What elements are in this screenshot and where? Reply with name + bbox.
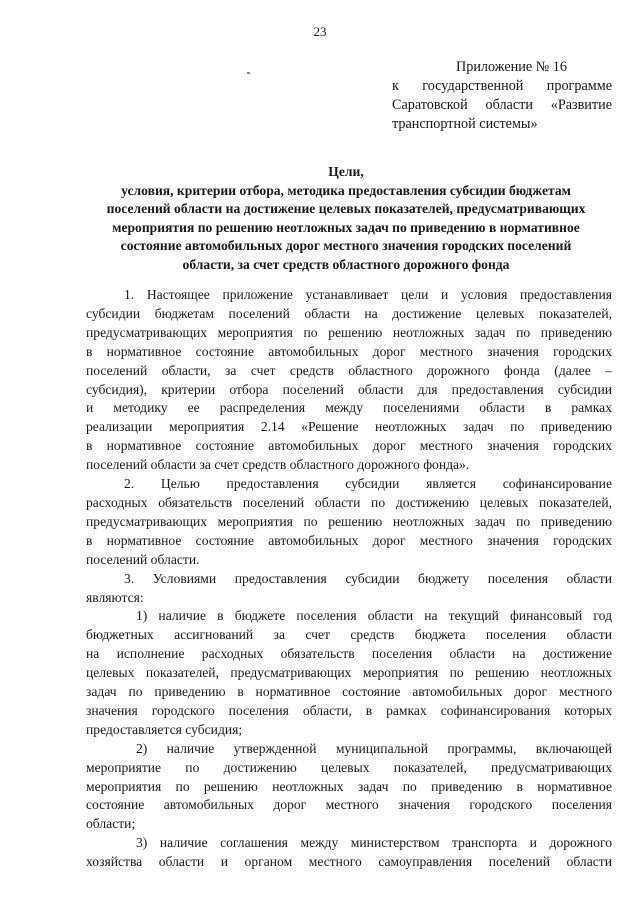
page-number: 23 [313, 24, 327, 39]
paragraph-line: в нормативное состояние автомобильных дорог местного значения городских [86, 532, 612, 548]
paragraph-line: области; [86, 816, 136, 832]
heading-line: состояние автомобильных дорог местного значения городских поселений [120, 238, 572, 253]
paragraph-line: 3) наличие соглашения между министерством транспорта и дорожного [136, 835, 612, 851]
paragraph-line: предоставляется субсидия; [86, 721, 243, 737]
paragraph-line: поселений области, за счет средств областного дорожного фонда (далее – [86, 362, 612, 378]
paragraph-line: 2) наличие утвержденной муниципальной программы, включающей [136, 740, 612, 756]
paragraph [86, 834, 612, 872]
paragraph-line: предусматривающих мероприятия по решению неотложных задач по приведению [86, 324, 612, 340]
paragraph-line: реализации мероприятия 2.14 «Решение неотложных задач по приведению [86, 419, 612, 435]
paragraph-line: в нормативное состояние автомобильных дорог местного значения городских [86, 438, 612, 454]
paragraph-line: целевых показателей, предусматривающих мероприятия по решению неотложных [86, 665, 612, 681]
appendix-title: Приложение № 16 [456, 59, 567, 75]
scan-speck [247, 72, 250, 74]
paragraph-line: задач по приведению в нормативное состояние автомобильных дорог местного [86, 684, 612, 700]
heading-line: области, за счет средств областного дорожного фонда [182, 256, 510, 272]
appendix-text [392, 77, 612, 134]
paragraph-line: мероприятия по решению неотложных задач по приведению в нормативное [86, 778, 612, 794]
appendix-block [392, 58, 612, 134]
paragraph-line: бюджетных ассигнований за счет средств бюджета поселения области [86, 627, 612, 643]
paragraph-line: 1. Настоящее приложение устанавливает цели и условия предоставления [124, 287, 612, 302]
paragraph-line: предусматривающих мероприятия по решению неотложных задач по приведению [86, 513, 612, 529]
paragraph-line: субсидия), критерии отбора поселений области для предоставления субсидии [86, 381, 612, 397]
paragraph-line: значения городского поселения области, в рамках софинансирования которых [86, 702, 612, 718]
heading-title: Цели, [328, 164, 364, 179]
appendix-line: Саратовской области «Развитие [392, 97, 612, 113]
paragraph-line: субсидии бюджетам поселений области на достижение целевых показателей, [86, 305, 612, 321]
document-heading [80, 163, 612, 274]
paragraph-line: поселений области за счет средств областного дорожного фонда». [86, 457, 470, 473]
paragraph-line: и методику ее распределения между поселениями области в рамках [86, 400, 612, 416]
heading-line: мероприятия по решению неотложных задач по приведению в нормативное [112, 219, 580, 235]
paragraph-line: 1) наличие в бюджете поселения области на текущий финансовый год [136, 608, 612, 624]
appendix-line: транспортной системы» [392, 116, 538, 132]
heading-line: поселений области на достижение целевых показателей, предусматривающих [106, 201, 586, 216]
paragraph-line: 3. Условиями предоставления субсидии бюджету поселения области [124, 570, 612, 586]
paragraph-line: хозяйства области и органом местного самоуправления поселений области [86, 854, 612, 870]
appendix-line: к государственной программе [392, 78, 612, 94]
paragraph-line: 2. Целью предоставления субсидии является софинансирование [124, 476, 612, 492]
paragraph-line: поселений области. [86, 551, 200, 567]
heading-line: условия, критерии отбора, методика предоставления субсидии бюджетам [121, 182, 571, 198]
paragraph-line: мероприятие по достижению целевых показателей, предусматривающих [86, 759, 612, 775]
paragraph-line: в нормативное состояние автомобильных дорог местного значения городских [86, 343, 612, 359]
paragraph-line: на исполнение расходных обязательств поселения области на достижение [86, 646, 612, 662]
paragraph [86, 286, 612, 475]
paragraph-line: расходных обязательств поселений области по достижению целевых показателей, [86, 494, 612, 510]
paragraph [86, 740, 612, 835]
paragraph-line: являются: [86, 589, 144, 605]
document-body [86, 286, 612, 872]
paragraph-line: состояние автомобильных дорог местного значения городского поселения [86, 797, 612, 813]
paragraph [86, 475, 612, 570]
paragraph [86, 607, 612, 739]
paragraph [86, 570, 612, 608]
